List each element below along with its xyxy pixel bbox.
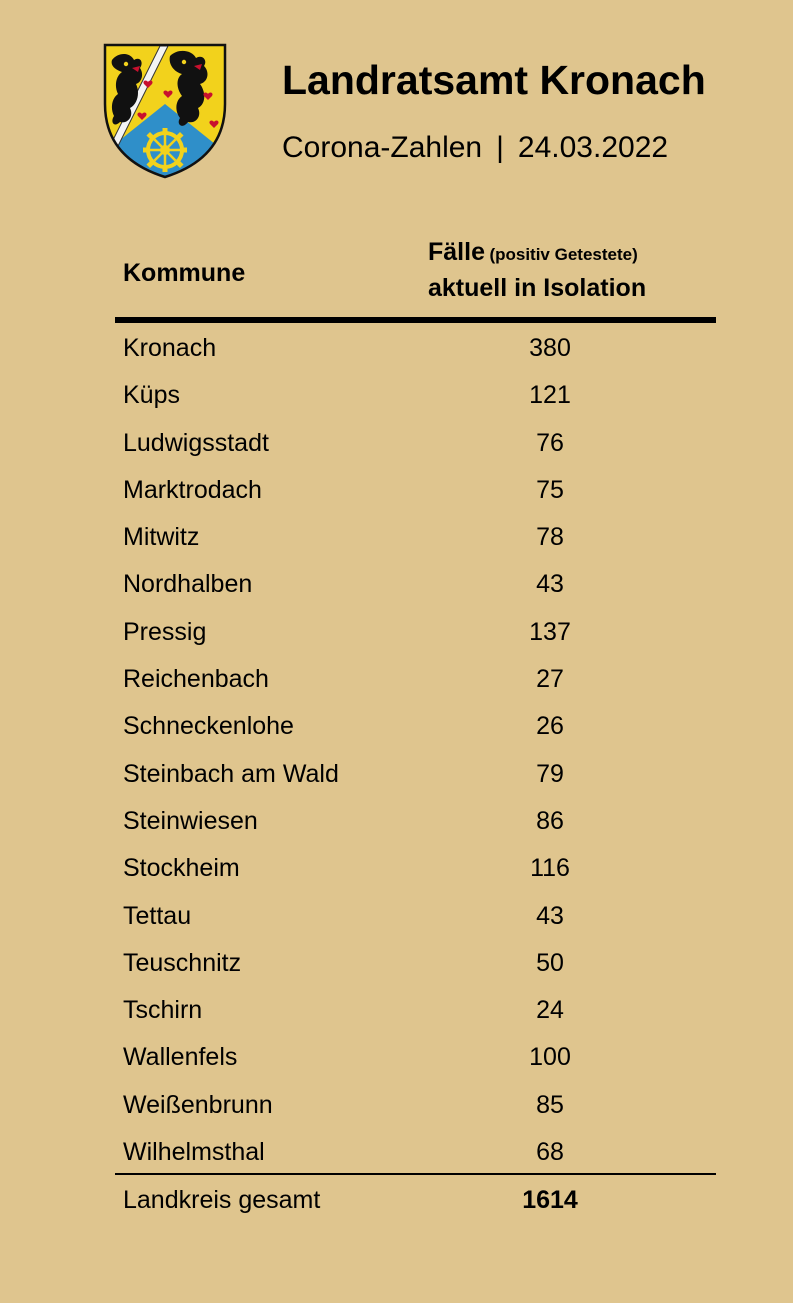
table-row <box>0 564 793 611</box>
row-value: 85 <box>536 1090 564 1119</box>
table-row <box>0 801 793 848</box>
table-row <box>0 659 793 706</box>
row-value: 380 <box>529 334 571 362</box>
total-label: Landkreis gesamt <box>123 1186 321 1214</box>
row-value: 24 <box>536 996 564 1025</box>
row-kommune: Wallenfels <box>123 1043 238 1072</box>
table-row <box>0 1085 793 1132</box>
row-value: 76 <box>536 428 564 457</box>
column-header-faelle-line2: aktuell in Isolation <box>428 274 647 302</box>
total-value: 1614 <box>522 1186 578 1214</box>
row-value: 43 <box>536 901 564 930</box>
row-kommune: Weißenbrunn <box>123 1090 273 1119</box>
row-value: 79 <box>536 759 564 788</box>
row-value: 43 <box>536 570 564 599</box>
row-kommune: Ludwigsstadt <box>123 428 269 457</box>
row-value: 100 <box>529 1043 571 1072</box>
column-header-faelle-note: (positiv Getestete) <box>489 245 638 264</box>
column-header-faelle-main: Fälle <box>428 238 485 266</box>
row-kommune: Stockheim <box>123 854 240 883</box>
row-value: 27 <box>536 665 564 694</box>
row-value: 75 <box>536 475 564 504</box>
column-header-faelle <box>428 236 646 304</box>
row-kommune: Marktrodach <box>123 475 262 504</box>
row-kommune: Steinbach am Wald <box>123 759 339 788</box>
row-kommune: Nordhalben <box>123 570 253 599</box>
row-value: 68 <box>536 1138 564 1167</box>
header-divider <box>115 317 716 323</box>
table-row <box>0 612 793 659</box>
column-header-kommune: Kommune <box>123 259 246 287</box>
row-kommune: Kronach <box>123 334 217 362</box>
row-kommune: Mitwitz <box>123 523 200 552</box>
row-value: 116 <box>530 854 570 883</box>
row-value: 137 <box>529 617 571 646</box>
table-row <box>0 706 793 753</box>
report-date: 24.03.2022 <box>517 131 669 164</box>
table-row <box>0 517 793 564</box>
row-value: 86 <box>536 806 564 835</box>
table-row <box>0 423 793 470</box>
table-row <box>0 328 793 375</box>
table-row <box>0 470 793 517</box>
row-value: 50 <box>536 948 564 977</box>
row-value: 26 <box>536 712 564 741</box>
row-value: 78 <box>536 523 564 552</box>
table-row <box>0 1037 793 1084</box>
row-kommune: Tschirn <box>123 996 203 1025</box>
coat-of-arms-icon <box>102 42 228 180</box>
row-kommune: Teuschnitz <box>123 948 242 977</box>
table-row <box>0 375 793 422</box>
table-row <box>0 754 793 801</box>
page-subtitle <box>282 130 668 166</box>
table-row <box>0 896 793 943</box>
row-kommune: Steinwiesen <box>123 806 258 835</box>
row-kommune: Wilhelmsthal <box>123 1138 265 1167</box>
total-divider <box>115 1173 716 1175</box>
table-body <box>0 328 793 1179</box>
row-kommune: Pressig <box>123 617 207 646</box>
row-kommune: Küps <box>123 381 180 410</box>
table-row <box>0 943 793 990</box>
page-title: Landratsamt Kronach <box>282 57 706 103</box>
row-value: 121 <box>529 381 571 410</box>
row-kommune: Reichenbach <box>123 665 269 694</box>
row-kommune: Tettau <box>123 901 192 930</box>
subtitle-separator: | <box>496 131 504 164</box>
table-row <box>0 990 793 1037</box>
subtitle-label: Corona-Zahlen <box>282 131 483 164</box>
table-row <box>0 848 793 895</box>
row-kommune: Schneckenlohe <box>123 712 294 741</box>
total-row <box>0 1180 793 1220</box>
